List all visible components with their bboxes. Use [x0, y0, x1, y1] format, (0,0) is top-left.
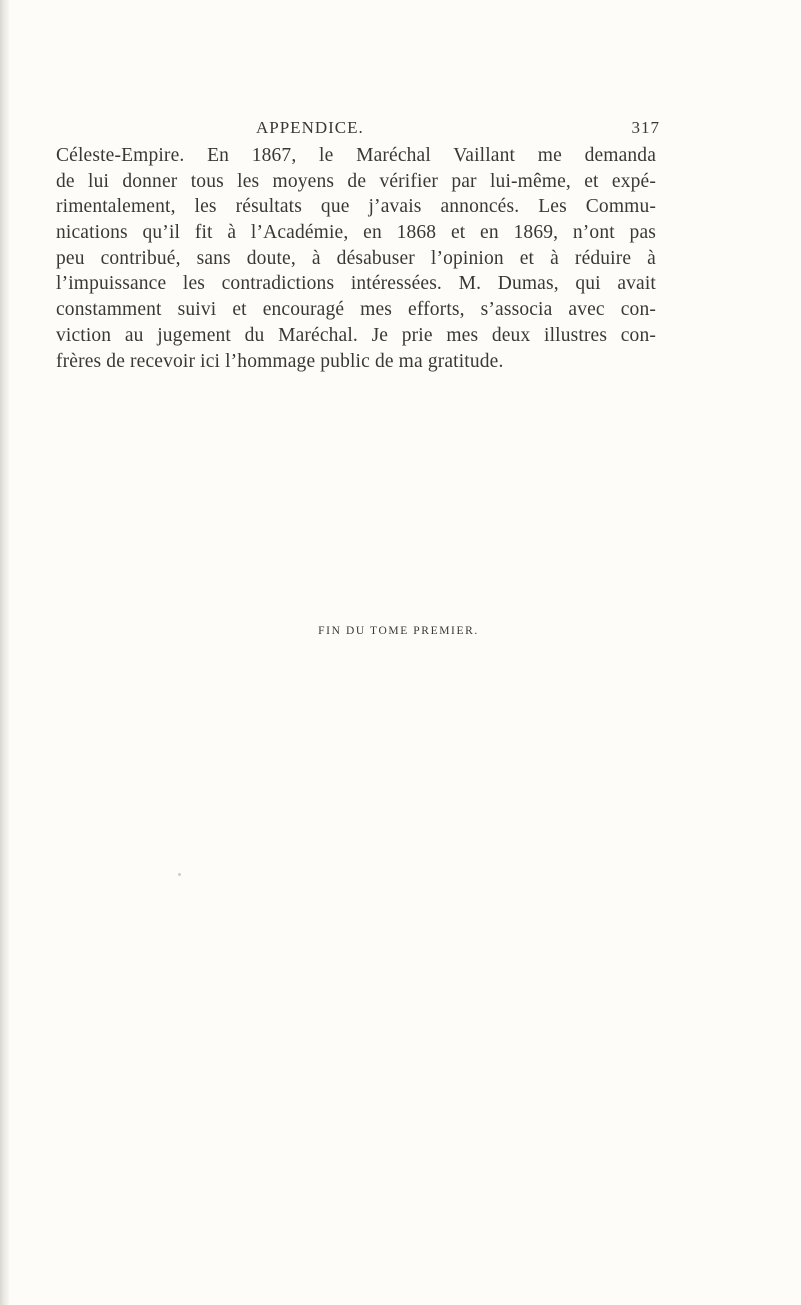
end-of-volume-text: FIN DU TOME PREMIER. — [318, 625, 479, 637]
text-line: l’impuissance les contradictions intéressées. M. Dumas, qui avait — [56, 273, 656, 295]
paper-speck — [178, 873, 181, 876]
text-line: constamment suivi et encouragé mes efforts, s’associa avec con- — [56, 299, 656, 321]
page-gutter-shadow — [0, 0, 9, 1305]
text-line: peu contribué, sans doute, à désabuser l’opinion et à réduire à — [56, 247, 656, 269]
text-line: de lui donner tous les moyens de vérifier par lui-même, et expé- — [56, 170, 656, 192]
text-line: frères de recevoir ici l’hommage public de ma gratitude. — [56, 350, 504, 372]
running-header — [240, 118, 660, 142]
end-of-volume-note — [0, 625, 801, 637]
body-paragraph — [56, 143, 656, 374]
text-line: nications qu’il fit à l’Académie, en 1868 et en 1869, n’ont pas — [56, 222, 656, 244]
running-title: APPENDICE. — [256, 118, 364, 137]
text-line: rimentalement, les résultats que j’avais annoncés. Les Commu- — [56, 196, 656, 218]
page-number: 317 — [631, 118, 660, 137]
text-line: viction au jugement du Maréchal. Je prie mes deux illustres con- — [56, 324, 656, 346]
text-line: Céleste-Empire. En 1867, le Maréchal Vaillant me demanda — [56, 145, 656, 166]
